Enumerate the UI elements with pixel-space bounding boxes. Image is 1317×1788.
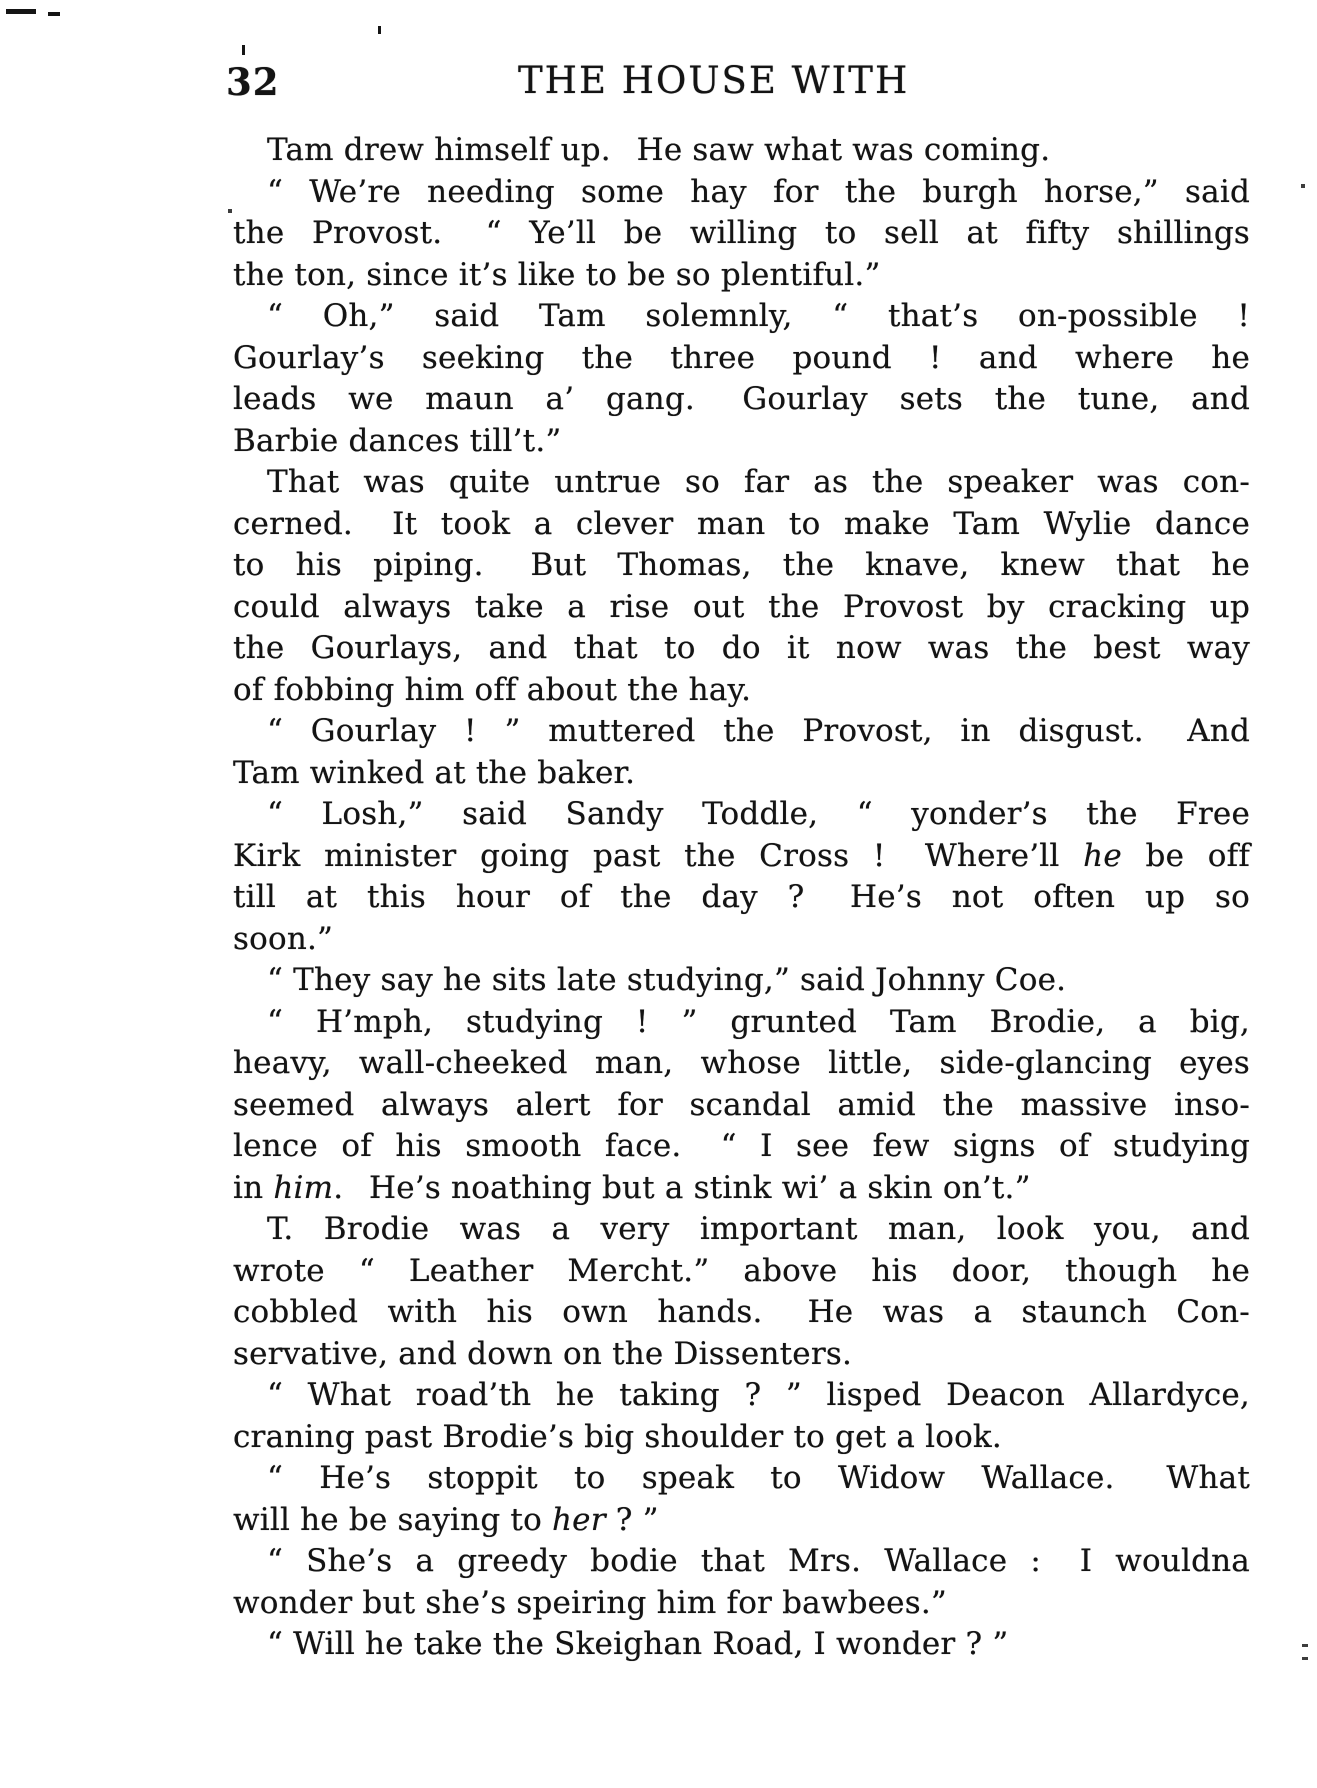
scan-artifact-speck: [228, 209, 232, 213]
text-line: wonder but she’s speiring him for bawbees.”: [233, 1584, 947, 1621]
scan-artifact-dash: [6, 9, 36, 14]
text-line: “ Losh,” said Sandy Toddle, “ yonder’s the Free: [267, 796, 1250, 832]
text-line: the Gourlays, and that to do it now was the best way: [233, 630, 1250, 666]
text-line: soon.”: [233, 920, 334, 957]
scan-artifact-speck: [1302, 1644, 1308, 1647]
scan-artifact-tick: [378, 26, 381, 34]
paragraph: [233, 296, 1250, 462]
text-line: That was quite untrue so far as the speaker was con-: [267, 464, 1250, 500]
text-line: Barbie dances till’t.”: [233, 422, 562, 459]
scan-artifact-dash: [48, 12, 60, 16]
text-line: “ She’s a greedy bodie that Mrs. Wallace : I wouldna: [267, 1543, 1250, 1579]
running-header-title: THE HOUSE WITH: [518, 59, 910, 102]
paragraph: [233, 1624, 1250, 1666]
text-line: the ton, since it’s like to be so plentiful.”: [233, 256, 881, 293]
text-line: craning past Brodie’s big shoulder to get a look.: [233, 1418, 1002, 1455]
text-line: “ H’mph, studying ! ” grunted Tam Brodie, a big,: [267, 1003, 1250, 1040]
paragraph: [233, 172, 1250, 297]
paragraph: [233, 1541, 1250, 1624]
scan-artifact-tick: [242, 45, 245, 55]
text-line: the Provost. “ Ye’ll be willing to sell at fifty shillings: [233, 215, 1250, 251]
scan-artifact-speck: [1302, 1657, 1308, 1660]
text-line: to his piping. But Thomas, the knave, knew that he: [233, 547, 1250, 583]
text-line: seemed always alert for scandal amid the massive inso-: [233, 1086, 1250, 1123]
text-line: leads we maun a’ gang. Gourlay sets the tune, and: [233, 381, 1250, 417]
text-line: Kirk minister going past the Cross ! Where’ll he be off: [233, 837, 1250, 874]
text-line: wrote “ Leather Mercht.” above his door, though he: [233, 1252, 1250, 1289]
text-line: T. Brodie was a very important man, look you, and: [267, 1211, 1250, 1247]
paragraph: [233, 1002, 1250, 1210]
text-line: “ Will he take the Skeighan Road, I wonder ? ”: [267, 1626, 1009, 1662]
text-line: “ Gourlay ! ” muttered the Provost, in disgust. And: [267, 713, 1250, 749]
text-line: will he be saying to her ? ”: [233, 1501, 659, 1538]
text-line: “ Oh,” said Tam solemnly, “ that’s on-possible !: [267, 298, 1250, 334]
text-line: “ We’re needing some hay for the burgh horse,” said: [267, 173, 1250, 210]
scan-artifact-speck: [1301, 184, 1305, 188]
text-line: Tam winked at the baker.: [233, 754, 636, 791]
page-number: 32: [226, 60, 280, 104]
text-line: cerned. It took a clever man to make Tam Wylie dance: [233, 505, 1250, 542]
text-line: “ He’s stoppit to speak to Widow Wallace. What: [267, 1460, 1250, 1496]
paragraph: [233, 711, 1250, 794]
text-line: in him. He’s noathing but a stink wi’ a skin on’t.”: [233, 1169, 1031, 1206]
paragraph: [233, 1375, 1250, 1458]
text-line: “ They say he sits late studying,” said Johnny Coe.: [267, 962, 1067, 998]
text-line: lence of his smooth face. “ I see few signs of studying: [233, 1128, 1250, 1164]
paragraph: [233, 794, 1250, 960]
body-text-block: [233, 130, 1250, 1666]
text-line: could always take a rise out the Provost by cracking up: [233, 588, 1250, 625]
text-line: cobbled with his own hands. He was a staunch Con-: [233, 1294, 1250, 1330]
paragraph: [233, 462, 1250, 711]
paragraph: [233, 1209, 1250, 1375]
text-line: Gourlay’s seeking the three pound ! and where he: [233, 339, 1250, 376]
text-line: till at this hour of the day ? He’s not often up so: [233, 879, 1250, 915]
text-line: servative, and down on the Dissenters.: [233, 1335, 853, 1372]
paragraph: [233, 1458, 1250, 1541]
text-line: “ What road’th he taking ? ” lisped Deacon Allardyce,: [267, 1377, 1250, 1413]
paragraph: [233, 130, 1250, 172]
text-line: of fobbing him off about the hay.: [233, 671, 752, 708]
paragraph: [233, 960, 1250, 1002]
text-line: heavy, wall-cheeked man, whose little, side-glancing eyes: [233, 1045, 1250, 1081]
text-line: Tam drew himself up. He saw what was coming.: [267, 132, 1051, 168]
